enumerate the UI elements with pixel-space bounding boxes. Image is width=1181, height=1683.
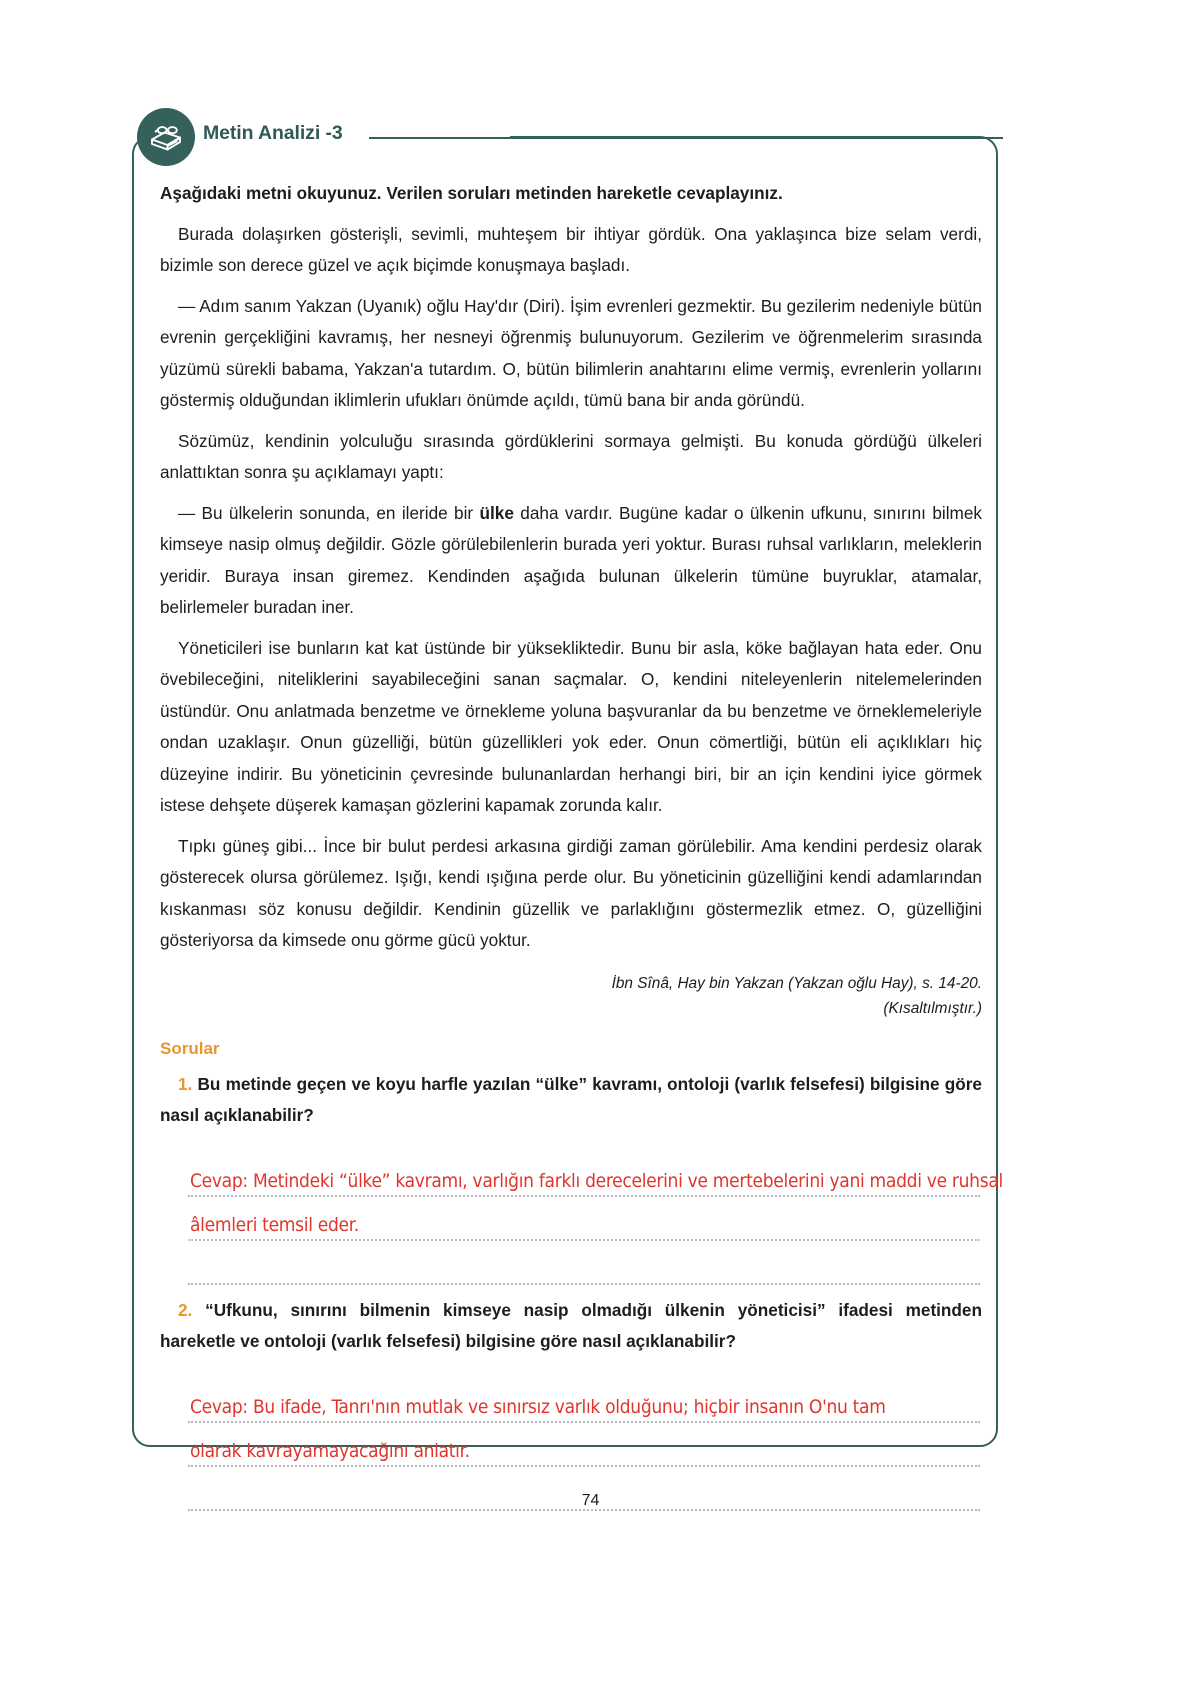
questions-heading: Sorular — [160, 1038, 220, 1058]
question-1-text: Bu metinde geçen ve koyu harfle yazılan “ülke” kavramı, ontoloji (varlık felsefesi) bilgisine göre nasıl açıklanabilir? — [160, 1073, 982, 1125]
answer-line[interactable] — [188, 1379, 980, 1423]
question-1 — [160, 1069, 982, 1131]
question-2 — [160, 1295, 982, 1357]
section-header — [137, 108, 1003, 166]
paragraph-bold-ulke — [160, 498, 982, 624]
answer-line[interactable] — [188, 1153, 1003, 1197]
question-2-text: “Ufkunu, sınırını bilmenin kimseye nasip olmadığı ülkenin yöneticisi” ifadesi metinden hareketle ve ontoloji (varlık felsefesi) bilgisine göre nasıl açıklanabilir? — [160, 1299, 982, 1351]
bold-par-before: — Bu ülkelerin sonunda, en ileride bir — [178, 502, 480, 523]
bold-par-after: daha vardır. Bugüne kadar o ülkenin ufkunu, sınırını bilmek kimseye nasip olmuş değildir. Gözle görülebilenlerin burada yeri yoktur. Burası ruhsal varlıkların, meleklerin yeridir. Buraya insan giremez. Kendinden aşağıda bulunan ülkelerin tümüne buyruklar, atamalar, belirlemeler buradan iner. — [160, 502, 982, 617]
paragraph-2: — Adım sanım Yakzan (Uyanık) oğlu Hay'dır (Diri). İşim evrenleri gezmektir. Bu gezilerim nedeniyle bütün evrenin gerçekliğini kavramış, her nesneyi öğrenmiş bulunuyorum. Gezilerim ve öğrenmelerim sırasında yüzümü sürekli babama, Yakzan'a tutardım. O, bütün bilimlerin anahtarını elime vermiş, evrenlerin yollarını göstermiş olduğundan iklimlerin ufukları önümde açıldı, tümü bana bir anda göründü. — [160, 295, 982, 410]
answer-line[interactable] — [188, 1241, 980, 1285]
paragraph-4: Yöneticileri ise bunların kat kat üstünde bir yüksekliktedir. Bunu bir asla, köke bağlayan hata eder. Onu övebileceğini, niteliklerini sayabileceğini sanan saçmalar. O, kendini niteleyenlerin nitelemelerinden üstündür. Onu anlatmada benzetme ve örnekleme yoluna başvuranlar da bu benzetme ve örneklemeleriyle ondan uzaklaşır. Onun güzelliği, bütün güzellikleri yok eder. Onun cömertliği, bütün eli açıklıkları hiç düzeyine indirir. Bu yöneticinin çevresinde bulunanlardan herhangi biri, bir an için kendini iyice görmek istese dehşete düşerek kamaşan gözlerini kapamak zorunda kalır. — [160, 637, 982, 815]
answer-line[interactable] — [188, 1197, 980, 1241]
text-body — [160, 178, 1003, 1511]
source-citation — [160, 971, 982, 1021]
answer-area-1[interactable] — [188, 1153, 1003, 1285]
citation-line-1: İbn Sînâ, Hay bin Yakzan (Yakzan oğlu Hay), s. 14-20. — [611, 974, 982, 992]
answer-text: Cevap: Metindeki “ülke” kavramı, varlığın farklı derecelerini ve mertebelerini yani maddi ve ruhsal — [190, 1169, 1003, 1192]
question-2-number: 2. — [178, 1299, 193, 1320]
citation-line-2: (Kısaltılmıştır.) — [883, 999, 982, 1017]
keyword-ulke: ülke — [479, 502, 514, 523]
header-rule — [369, 137, 1003, 139]
answer-text: olarak kavrayamayacağını anlatır. — [190, 1439, 470, 1462]
paragraph-1: Burada dolaşırken gösterişli, sevimli, muhteşem bir ihtiyar gördük. Ona yaklaşınca bize selam verdi, bizimle son derece güzel ve açık biçimde konuşmaya başladı. — [160, 223, 982, 275]
answer-area-2[interactable] — [188, 1379, 980, 1511]
paragraph-5: Tıpkı güneş gibi... İnce bir bulut perdesi arkasına girdiği zaman görülebilir. Ama kendini perdesiz olarak gösterecek olursa görülemez. Işığı, kendi ışığına perde olur. Bu yöneticinin güzelliğini kendi adamlarından kıskanması söz konusu değildir. Kendinin güzellik ve parlaklığını göstermezlik etmez. O, güzelliğini gösteriyorsa da kimsede onu görme gücü yoktur. — [160, 835, 982, 950]
answer-line[interactable] — [188, 1423, 980, 1467]
page-title: Metin Analizi -3 — [203, 122, 343, 144]
answer-text: âlemleri temsil eder. — [190, 1213, 359, 1236]
book-glasses-icon — [137, 108, 195, 166]
page-number: 74 — [581, 1492, 600, 1509]
paragraph-3: Sözümüz, kendinin yolculuğu sırasında gördüklerini sormaya gelmişti. Bu konuda gördüğü ülkeleri anlattıktan sonra şu açıklamayı yaptı: — [160, 430, 982, 482]
instruction-line: Aşağıdaki metni okuyunuz. Verilen soruları metinden hareketle cevaplayınız. — [160, 183, 783, 203]
question-1-number: 1. — [178, 1073, 193, 1094]
answer-text: Cevap: Bu ifade, Tanrı'nın mutlak ve sınırsız varlık olduğunu; hiçbir insanın O'nu tam — [190, 1395, 886, 1418]
